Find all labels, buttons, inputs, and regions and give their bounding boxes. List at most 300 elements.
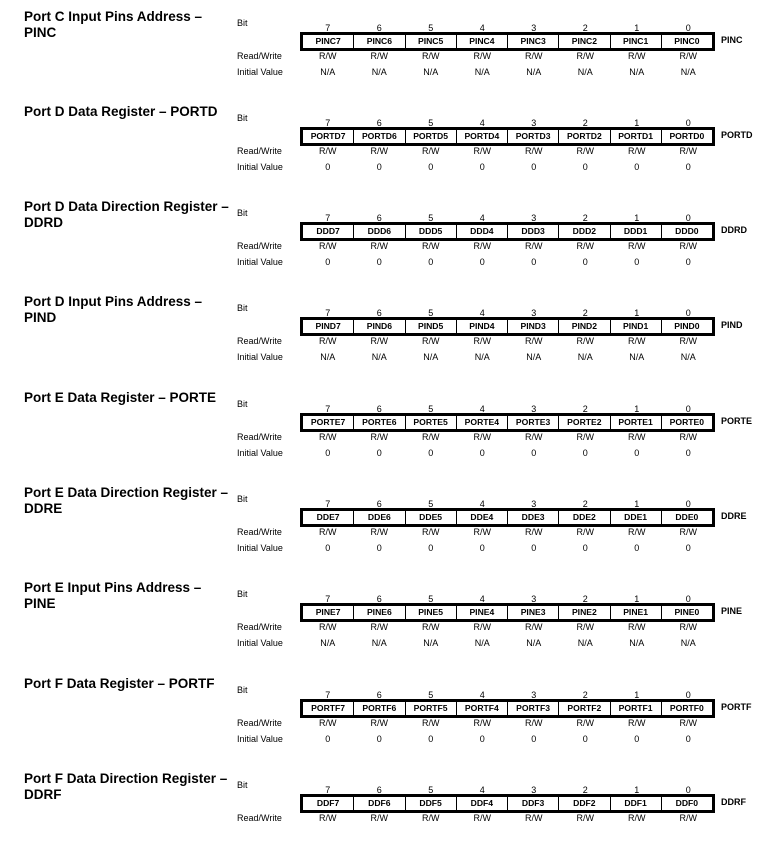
bit-name-cell: PIND4: [457, 320, 508, 333]
bit-number: 1: [634, 499, 640, 509]
access-value: R/W: [576, 718, 594, 728]
access-row: [302, 241, 714, 251]
bit-name-cell: DDE2: [559, 511, 610, 524]
register-block: [0, 676, 783, 771]
initial-value: N/A: [320, 638, 336, 648]
initial-value: N/A: [474, 352, 490, 362]
access-value: R/W: [319, 241, 337, 251]
bit-number: 6: [376, 404, 382, 414]
bit-name-cell: DDF6: [354, 797, 405, 810]
access-value: R/W: [370, 51, 388, 61]
access-value: R/W: [576, 241, 594, 251]
bit-number: 3: [531, 404, 537, 414]
bit-number: 4: [479, 594, 485, 604]
register-name: DDRD: [721, 225, 747, 235]
bit-number: 1: [634, 308, 640, 318]
bit-name-cell: DDD0: [675, 226, 699, 236]
register-block: [0, 485, 783, 580]
initial-value: 0: [582, 543, 588, 553]
bit-name-cell: PINE4: [457, 606, 508, 619]
initial-value: N/A: [629, 638, 645, 648]
access-value: R/W: [679, 813, 697, 823]
initial-value: 0: [428, 734, 434, 744]
access-value: R/W: [628, 527, 646, 537]
bit-number: 1: [634, 594, 640, 604]
bit-number: 3: [531, 499, 537, 509]
access-value: R/W: [319, 146, 337, 156]
bit-number: 5: [428, 499, 434, 509]
bit-number: 1: [634, 23, 640, 33]
initial-value: 0: [479, 257, 485, 267]
bit-number: 5: [428, 213, 434, 223]
access-value: R/W: [473, 241, 491, 251]
access-value: R/W: [473, 527, 491, 537]
access-value: R/W: [525, 241, 543, 251]
bit-name-cell: DDF4: [457, 797, 508, 810]
access-value: R/W: [319, 622, 337, 632]
bit-number: 3: [531, 690, 537, 700]
initial-value: 0: [634, 257, 640, 267]
bit-number: 4: [479, 308, 485, 318]
bit-number: 5: [428, 308, 434, 318]
bit-number: 4: [479, 499, 485, 509]
read-write-label: Read/Write: [237, 718, 282, 728]
bit-number: 1: [634, 690, 640, 700]
bit-name-cell: PORTD4: [457, 130, 508, 143]
bit-name-cell: PORTF0: [669, 703, 704, 713]
initial-value-row: [302, 734, 714, 744]
bit-number: 5: [428, 118, 434, 128]
initial-value: N/A: [526, 638, 542, 648]
access-value: R/W: [422, 146, 440, 156]
initial-value: 0: [376, 543, 382, 553]
bit-number: 6: [376, 308, 382, 318]
initial-value: 0: [531, 543, 537, 553]
bit-name-cell: PORTE3: [508, 416, 559, 429]
bit-name-cell: PIND6: [354, 320, 405, 333]
initial-value: N/A: [423, 638, 439, 648]
bit-name-cell: PIND1: [611, 320, 662, 333]
bit-number: 0: [685, 499, 691, 509]
initial-value-row: [302, 162, 714, 172]
read-write-label: Read/Write: [237, 527, 282, 537]
bit-name-cell: PORTD5: [406, 130, 457, 143]
access-row: [302, 51, 714, 61]
initial-value: 0: [531, 734, 537, 744]
register-bit-table: [300, 794, 715, 813]
initial-value-row: [302, 448, 714, 458]
bit-name-cell: PINE3: [508, 606, 559, 619]
initial-value: N/A: [680, 352, 696, 362]
initial-value-row: [302, 638, 714, 648]
initial-value: N/A: [371, 638, 387, 648]
access-value: R/W: [628, 432, 646, 442]
access-value: R/W: [422, 336, 440, 346]
access-value: R/W: [628, 813, 646, 823]
access-value: R/W: [370, 336, 388, 346]
register-name: PORTF: [721, 702, 752, 712]
access-value: R/W: [473, 51, 491, 61]
bit-number: 3: [531, 785, 537, 795]
bit-name-cell: PORTF6: [354, 702, 405, 715]
access-row: [302, 336, 714, 346]
access-value: R/W: [679, 336, 697, 346]
register-name: DDRE: [721, 511, 747, 521]
bit-name-cell: DDE6: [354, 511, 405, 524]
initial-value: N/A: [320, 67, 336, 77]
bit-name-cell: PIND7: [303, 320, 354, 333]
access-value: R/W: [319, 336, 337, 346]
bit-number: 7: [325, 118, 331, 128]
initial-value: 0: [685, 162, 691, 172]
access-value: R/W: [422, 51, 440, 61]
bit-name-cell: DDE5: [406, 511, 457, 524]
bit-number: 5: [428, 23, 434, 33]
bit-name-cell: DDE7: [303, 511, 354, 524]
initial-value: 0: [376, 162, 382, 172]
bit-name-cell: PINE7: [303, 606, 354, 619]
bit-number: 0: [685, 785, 691, 795]
bit-name-cell: PINE1: [611, 606, 662, 619]
bit-number: 5: [428, 404, 434, 414]
initial-value-row: [302, 67, 714, 77]
initial-value: 0: [582, 448, 588, 458]
bit-name-cell: DDF3: [508, 797, 559, 810]
read-write-label: Read/Write: [237, 146, 282, 156]
read-write-label: Read/Write: [237, 336, 282, 346]
access-value: R/W: [370, 622, 388, 632]
bit-name-cell: DDE0: [675, 512, 699, 522]
register-block: [0, 771, 783, 866]
initial-value: 0: [376, 448, 382, 458]
bit-name-cell: DDD4: [457, 225, 508, 238]
access-value: R/W: [319, 51, 337, 61]
bit-name-cell: PORTE7: [303, 416, 354, 429]
initial-value: N/A: [526, 352, 542, 362]
initial-value: 0: [376, 734, 382, 744]
bit-name-cell: PIND2: [559, 320, 610, 333]
bit-name-cell: PORTF2: [559, 702, 610, 715]
register-name: PORTE: [721, 416, 753, 426]
register-bit-table: [300, 32, 715, 51]
access-row: [302, 527, 714, 537]
bit-number: 0: [685, 404, 691, 414]
initial-value: 0: [325, 448, 331, 458]
register-title: Port D Data Direction Register – DDRD: [24, 199, 229, 230]
access-row: [302, 813, 714, 823]
initial-value: 0: [376, 257, 382, 267]
read-write-label: Read/Write: [237, 622, 282, 632]
access-value: R/W: [679, 51, 697, 61]
register-bit-table: [300, 127, 715, 146]
bit-name-cell: PORTF4: [457, 702, 508, 715]
bit-number: 3: [531, 308, 537, 318]
bit-number: 2: [582, 213, 588, 223]
access-value: R/W: [576, 813, 594, 823]
bit-number: 0: [685, 690, 691, 700]
bit-label: Bit: [237, 494, 248, 504]
access-value: R/W: [679, 718, 697, 728]
access-value: R/W: [525, 622, 543, 632]
access-value: R/W: [422, 527, 440, 537]
register-title: Port D Data Register – PORTD: [24, 104, 218, 119]
bit-number: 2: [582, 308, 588, 318]
initial-value: 0: [428, 543, 434, 553]
initial-value: N/A: [629, 67, 645, 77]
bit-name-cell: PORTD3: [508, 130, 559, 143]
bit-label: Bit: [237, 208, 248, 218]
bit-name-cell: PORTF5: [406, 702, 457, 715]
bit-name-cell: DDF1: [611, 797, 662, 810]
access-value: R/W: [628, 51, 646, 61]
bit-number: 0: [685, 23, 691, 33]
bit-label: Bit: [237, 113, 248, 123]
access-value: R/W: [370, 432, 388, 442]
initial-value: N/A: [320, 352, 336, 362]
access-value: R/W: [679, 622, 697, 632]
register-bit-table: [300, 508, 715, 527]
bit-number: 4: [479, 690, 485, 700]
initial-value: 0: [582, 257, 588, 267]
initial-value: N/A: [371, 67, 387, 77]
access-value: R/W: [370, 718, 388, 728]
bit-name-cell: PINC6: [354, 35, 405, 48]
access-value: R/W: [628, 336, 646, 346]
access-value: R/W: [319, 527, 337, 537]
bit-name-cell: PORTD1: [611, 130, 662, 143]
access-value: R/W: [319, 718, 337, 728]
access-value: R/W: [628, 146, 646, 156]
bit-number: 4: [479, 785, 485, 795]
bit-name-cell: DDE3: [508, 511, 559, 524]
access-value: R/W: [370, 146, 388, 156]
register-block: [0, 104, 783, 199]
bit-number: 2: [582, 404, 588, 414]
bit-name-cell: PIND3: [508, 320, 559, 333]
register-bit-table: [300, 317, 715, 336]
bit-number: 1: [634, 213, 640, 223]
bit-number: 2: [582, 499, 588, 509]
bit-name-cell: PORTF1: [611, 702, 662, 715]
initial-value: 0: [685, 257, 691, 267]
access-value: R/W: [628, 622, 646, 632]
bit-name-cell: PINC3: [508, 35, 559, 48]
initial-value: N/A: [577, 352, 593, 362]
access-value: R/W: [525, 813, 543, 823]
access-value: R/W: [525, 527, 543, 537]
access-value: R/W: [422, 622, 440, 632]
bit-number: 3: [531, 213, 537, 223]
access-value: R/W: [576, 432, 594, 442]
bit-name-cell: PIND0: [674, 321, 700, 331]
bit-number: 3: [531, 23, 537, 33]
bit-name-cell: PORTD6: [354, 130, 405, 143]
access-row: [302, 622, 714, 632]
bit-number: 2: [582, 785, 588, 795]
initial-value: N/A: [526, 67, 542, 77]
access-value: R/W: [422, 432, 440, 442]
bit-number: 6: [376, 118, 382, 128]
bit-number: 5: [428, 594, 434, 604]
bit-number: 1: [634, 785, 640, 795]
initial-value: 0: [428, 162, 434, 172]
initial-value: N/A: [629, 352, 645, 362]
bit-name-cell: DDD7: [303, 225, 354, 238]
initial-value: 0: [325, 734, 331, 744]
bit-number: 4: [479, 23, 485, 33]
register-title: Port C Input Pins Address – PINC: [24, 9, 203, 40]
bit-number: 2: [582, 118, 588, 128]
initial-value: N/A: [423, 352, 439, 362]
register-name: PINC: [721, 35, 743, 45]
bit-number: 6: [376, 213, 382, 223]
bit-name-cell: PINE6: [354, 606, 405, 619]
register-title: Port E Input Pins Address – PINE: [24, 580, 202, 611]
initial-value: N/A: [474, 67, 490, 77]
bit-number: 7: [325, 785, 331, 795]
initial-value: 0: [531, 162, 537, 172]
bit-label: Bit: [237, 780, 248, 790]
access-value: R/W: [576, 51, 594, 61]
bit-number: 2: [582, 23, 588, 33]
bit-name-cell: PORTE5: [406, 416, 457, 429]
initial-value: N/A: [680, 638, 696, 648]
initial-value: N/A: [423, 67, 439, 77]
bit-name-cell: PORTF7: [303, 702, 354, 715]
bit-number: 6: [376, 594, 382, 604]
bit-name-cell: PINC0: [674, 36, 700, 46]
access-value: R/W: [370, 241, 388, 251]
bit-name-cell: PORTD2: [559, 130, 610, 143]
bit-name-cell: PORTD7: [303, 130, 354, 143]
read-write-label: Read/Write: [237, 241, 282, 251]
register-title: Port F Data Direction Register – DDRF: [24, 771, 228, 802]
access-value: R/W: [319, 813, 337, 823]
initial-value: 0: [634, 448, 640, 458]
register-title: Port D Input Pins Address – PIND: [24, 294, 203, 325]
bit-number: 6: [376, 23, 382, 33]
initial-value: 0: [634, 162, 640, 172]
access-value: R/W: [473, 146, 491, 156]
access-value: R/W: [628, 241, 646, 251]
access-value: R/W: [473, 432, 491, 442]
bit-name-cell: PINE0: [674, 607, 700, 617]
access-value: R/W: [525, 432, 543, 442]
initial-value: 0: [685, 543, 691, 553]
initial-value-label: Initial Value: [237, 257, 283, 267]
bit-number: 0: [685, 213, 691, 223]
initial-value: 0: [325, 543, 331, 553]
bit-number: 4: [479, 118, 485, 128]
access-value: R/W: [679, 146, 697, 156]
bit-name-cell: DDE1: [611, 511, 662, 524]
bit-name-cell: PINC1: [611, 35, 662, 48]
initial-value-label: Initial Value: [237, 162, 283, 172]
access-value: R/W: [576, 527, 594, 537]
bit-name-cell: PINC2: [559, 35, 610, 48]
initial-value-label: Initial Value: [237, 734, 283, 744]
register-name: DDRF: [721, 797, 746, 807]
bit-name-cell: PORTF3: [508, 702, 559, 715]
read-write-label: Read/Write: [237, 813, 282, 823]
access-row: [302, 432, 714, 442]
bit-number: 1: [634, 404, 640, 414]
access-row: [302, 146, 714, 156]
bit-name-cell: DDD2: [559, 225, 610, 238]
initial-value: 0: [325, 257, 331, 267]
initial-value: 0: [685, 448, 691, 458]
bit-name-cell: PORTE1: [611, 416, 662, 429]
initial-value: N/A: [680, 67, 696, 77]
access-value: R/W: [473, 336, 491, 346]
bit-label: Bit: [237, 18, 248, 28]
initial-value: 0: [479, 448, 485, 458]
access-value: R/W: [422, 813, 440, 823]
register-block: [0, 580, 783, 675]
access-value: R/W: [679, 527, 697, 537]
bit-number: 5: [428, 785, 434, 795]
access-value: R/W: [576, 336, 594, 346]
register-bit-table: [300, 222, 715, 241]
bit-number: 6: [376, 785, 382, 795]
initial-value: 0: [685, 734, 691, 744]
register-title: Port F Data Register – PORTF: [24, 676, 215, 691]
access-value: R/W: [473, 622, 491, 632]
register-bit-table: [300, 699, 715, 718]
bit-number: 1: [634, 118, 640, 128]
bit-number: 7: [325, 23, 331, 33]
bit-name-cell: PINC4: [457, 35, 508, 48]
access-value: R/W: [525, 718, 543, 728]
initial-value: 0: [582, 162, 588, 172]
bit-number: 7: [325, 594, 331, 604]
initial-value: N/A: [577, 638, 593, 648]
initial-value: 0: [634, 543, 640, 553]
initial-value-row: [302, 543, 714, 553]
initial-value: N/A: [371, 352, 387, 362]
bit-name-cell: DDD1: [611, 225, 662, 238]
initial-value: 0: [428, 257, 434, 267]
access-value: R/W: [473, 813, 491, 823]
access-value: R/W: [679, 241, 697, 251]
register-title: Port E Data Register – PORTE: [24, 390, 217, 405]
register-block: [0, 390, 783, 485]
access-row: [302, 718, 714, 728]
bit-number: 4: [479, 213, 485, 223]
bit-name-cell: DDF0: [675, 798, 699, 808]
access-value: R/W: [422, 241, 440, 251]
initial-value-label: Initial Value: [237, 448, 283, 458]
initial-value: 0: [428, 448, 434, 458]
bit-number: 2: [582, 690, 588, 700]
bit-name-cell: DDF2: [559, 797, 610, 810]
initial-value: 0: [634, 734, 640, 744]
bit-number: 3: [531, 118, 537, 128]
register-block: [0, 199, 783, 294]
bit-name-cell: PINE5: [406, 606, 457, 619]
read-write-label: Read/Write: [237, 432, 282, 442]
access-value: R/W: [422, 718, 440, 728]
initial-value: 0: [479, 734, 485, 744]
initial-value: 0: [479, 162, 485, 172]
bit-label: Bit: [237, 399, 248, 409]
access-value: R/W: [370, 527, 388, 537]
initial-value: N/A: [474, 638, 490, 648]
bit-label: Bit: [237, 303, 248, 313]
bit-name-cell: PORTE2: [559, 416, 610, 429]
access-value: R/W: [525, 146, 543, 156]
bit-name-cell: PINC7: [303, 35, 354, 48]
